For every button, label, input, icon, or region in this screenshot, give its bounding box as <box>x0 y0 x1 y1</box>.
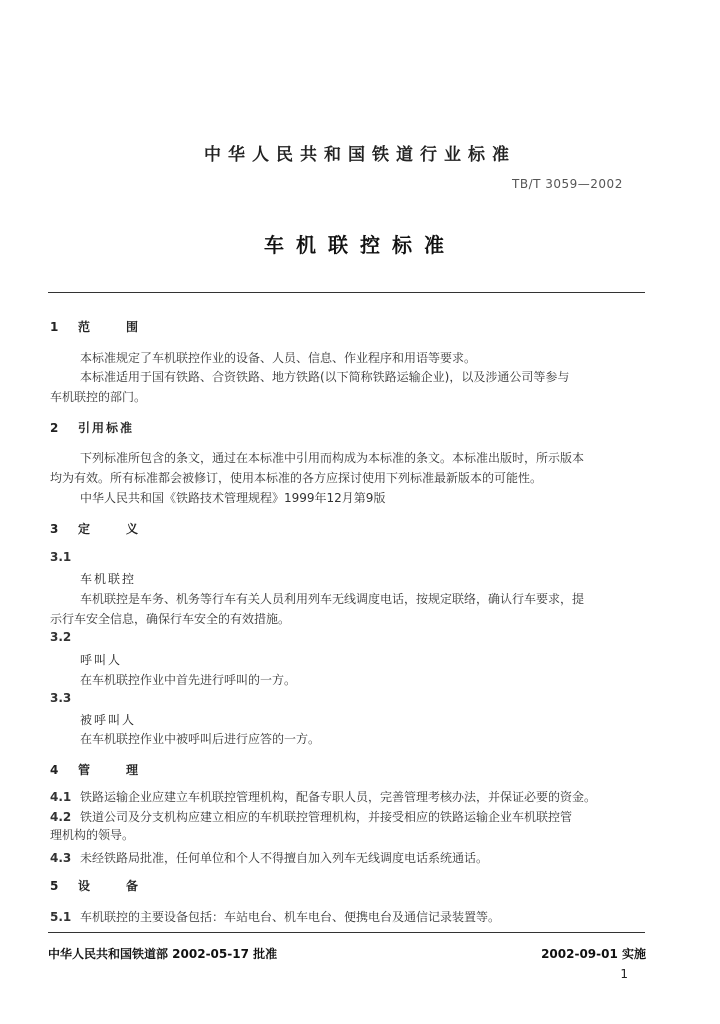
clause-number: 4.2 <box>50 810 72 824</box>
org-title: 中华人民共和国铁道行业标准 <box>204 145 516 165</box>
paragraph: 均为有效。所有标准都会被修订，使用本标准的各方应探讨使用下列标准最新版本的可能性。 <box>50 471 543 485</box>
paragraph: 未经铁路局批准，任何单位和个人不得擅自加入列车无线调度电话系统通话。 <box>80 851 489 865</box>
standard-number: TB/T 3059—2002 <box>512 177 623 191</box>
clause-number: 4.1 <box>50 790 72 804</box>
section-label: 定 义 <box>78 522 151 536</box>
paragraph: 铁路运输企业应建立车机联控管理机构，配备专职人员，完善管理考核办法，并保证必要的资金。 <box>80 790 597 804</box>
paragraph: 本标准适用于国有铁路、合资铁路、地方铁路(以下简称铁路运输企业)，以及涉通公司等参与 <box>80 370 570 384</box>
paragraph: 车机联控的主要设备包括：车站电台、机车电台、便携电台及通信记录装置等。 <box>80 910 501 924</box>
clause <box>50 806 572 825</box>
clause <box>50 786 596 805</box>
section-label: 范 围 <box>78 320 151 334</box>
page-number: 1 <box>620 967 628 981</box>
section-label: 管 理 <box>78 763 151 777</box>
section-label: 设 备 <box>78 879 151 893</box>
bottom-divider <box>48 932 645 933</box>
paragraph: 示行车安全信息，确保行车安全的有效措施。 <box>50 612 291 626</box>
paragraph: 铁道公司及分支机构应建立相应的车机联控管理机构，并接受相应的铁路运输企业车机联控管 <box>80 810 573 824</box>
section-5-heading <box>50 877 150 894</box>
paragraph: 理机构的领导。 <box>50 828 135 842</box>
section-1-heading <box>50 318 150 335</box>
clause-number: 5.1 <box>50 910 72 924</box>
section-number: 3 <box>50 522 59 536</box>
section-number: 1 <box>50 320 59 334</box>
term: 被呼叫人 <box>80 713 137 727</box>
clause <box>50 906 500 925</box>
clause <box>50 847 488 866</box>
top-divider <box>48 292 645 293</box>
paragraph: 在车机联控作业中首先进行呼叫的一方。 <box>80 673 297 687</box>
document-title: 车机联控标准 <box>264 233 456 257</box>
clause-number: 3.2 <box>50 630 72 644</box>
paragraph: 在车机联控作业中被呼叫后进行应答的一方。 <box>80 732 321 746</box>
term: 车机联控 <box>80 572 137 586</box>
clause-number: 4.3 <box>50 851 72 865</box>
section-number: 5 <box>50 879 59 893</box>
paragraph: 车机联控是车务、机务等行车有关人员利用列车无线调度电话，按规定联络，确认行车要求，提 <box>80 592 585 606</box>
section-number: 2 <box>50 421 59 435</box>
paragraph: 本标准规定了车机联控作业的设备、人员、信息、作业程序和用语等要求。 <box>80 351 477 365</box>
section-2-heading <box>50 419 134 436</box>
paragraph: 车机联控的部门。 <box>50 390 147 404</box>
approval-line: 中华人民共和国铁道部 2002-05-17 批准 <box>48 947 278 961</box>
clause-number: 3.3 <box>50 691 72 705</box>
clause-number: 3.1 <box>50 550 72 564</box>
implementation-date: 2002-09-01 实施 <box>541 947 646 961</box>
section-label: 引用标准 <box>78 421 135 435</box>
term: 呼叫人 <box>80 653 123 667</box>
section-3-heading <box>50 520 150 537</box>
paragraph: 下列标准所包含的条文，通过在本标准中引用而构成为本标准的条文。本标准出版时，所示版本 <box>80 451 585 465</box>
section-4-heading <box>50 761 150 778</box>
section-number: 4 <box>50 763 59 777</box>
paragraph: 中华人民共和国《铁路技术管理规程》1999年12月第9版 <box>80 491 386 505</box>
